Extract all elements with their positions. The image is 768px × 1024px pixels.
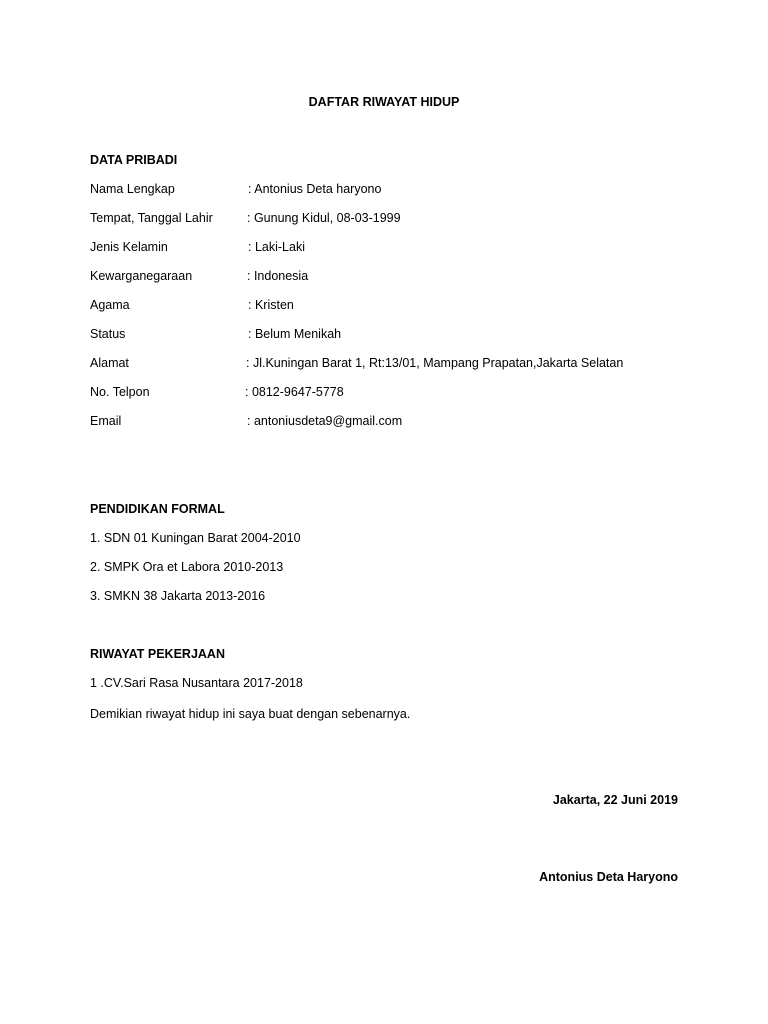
- row-label: Kewarganegaraan: [90, 269, 193, 283]
- row-label: Status: [90, 327, 126, 341]
- row-value: : Belum Menikah: [248, 327, 342, 341]
- section-heading-personal: DATA PRIBADI: [90, 153, 178, 167]
- row-value: : Laki-Laki: [248, 240, 305, 254]
- signature-name: Antonius Deta Haryono: [539, 870, 678, 884]
- place-date: Jakarta, 22 Juni 2019: [552, 793, 678, 807]
- row-label: Agama: [90, 298, 130, 312]
- section-heading-work: RIWAYAT PEKERJAAN: [90, 647, 225, 661]
- document-title: DAFTAR RIWAYAT HIDUP: [308, 95, 460, 109]
- row-value: : Kristen: [248, 298, 294, 312]
- list-item: 2. SMPK Ora et Labora 2010-2013: [90, 560, 284, 574]
- row-label: Jenis Kelamin: [90, 240, 168, 254]
- row-value: : antoniusdeta9@gmail.com: [247, 414, 403, 428]
- closing-statement: Demikian riwayat hidup ini saya buat dengan sebenarnya.: [90, 707, 411, 721]
- list-item: 1. SDN 01 Kuningan Barat 2004-2010: [90, 531, 301, 545]
- row-label: Email: [90, 414, 122, 428]
- list-item: 1 .CV.Sari Rasa Nusantara 2017-2018: [90, 676, 303, 690]
- row-value: : Antonius Deta haryono: [248, 182, 382, 196]
- row-label: Tempat, Tanggal Lahir: [90, 211, 213, 225]
- row-value: : 0812-9647-5778: [245, 385, 344, 399]
- row-label: Nama Lengkap: [90, 182, 175, 196]
- row-value: : Gunung Kidul, 08-03-1999: [247, 211, 401, 225]
- section-heading-education: PENDIDIKAN FORMAL: [90, 502, 225, 516]
- list-item: 3. SMKN 38 Jakarta 2013-2016: [90, 589, 266, 603]
- row-value: : Indonesia: [247, 269, 309, 283]
- row-label: No. Telpon: [90, 385, 150, 399]
- row-label: Alamat: [90, 356, 129, 370]
- row-value: : Jl.Kuningan Barat 1, Rt:13/01, Mampang Prapatan,Jakarta Selatan: [246, 356, 624, 370]
